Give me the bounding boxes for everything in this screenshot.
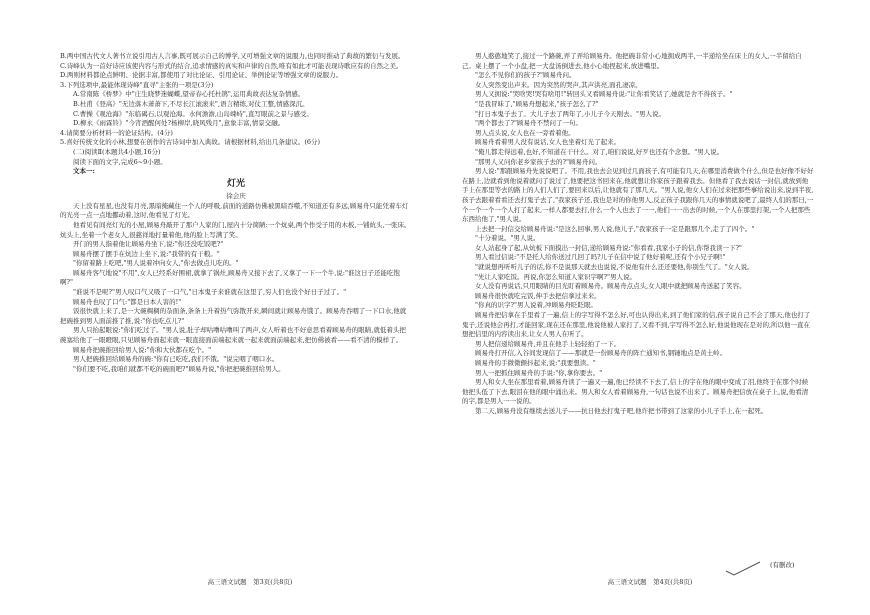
- text-line: 饭很快就上来了,是一大碗稠稠的杂面条,条条上升着热气弥散开来,瞬间就让顾易舟饿了。顾易舟吞咽了一下口水,他就把碗推到男人面前推了推,说:"你也吃点儿?": [60, 307, 407, 325]
- text-line: "十分着说。"男人说。: [475, 234, 540, 243]
- text-line: C.曹操《观沧海》"东临碣石,以观沧海。水何澹澹,山岛竦峙",直写眼前之景与感受。: [73, 109, 313, 118]
- text-line: 男人把信递给顾易舟,并且在他手上轻轻拍了一下。: [475, 339, 621, 348]
- article-title: 灯光: [226, 178, 245, 189]
- text-line: 顾易舟打开信,入谷间发现信了——那就是一份顾易舟的阵亡通知书,钢锤地点是黄土岭。: [475, 349, 727, 358]
- text-line: 男人一把抓住顾易舟的手说:"你,拿你要去。": [475, 368, 603, 377]
- text-line: 顾易舟也叹了口气:"都是日本人害的!": [73, 297, 182, 306]
- text-line: 顾易舟的手微微颤抖起来,说:"我要想读。": [475, 359, 596, 367]
- checkmark-icon: [724, 559, 764, 577]
- page-footer-right: 高三语文试题 第4页(共8页): [607, 578, 693, 586]
- text-line: 男人把碗推回给顾易舟的碗:"你有已吃吃,我们不饿。"说完咽了咽口水。: [73, 355, 279, 364]
- text-line: (二)阅读Ⅱ(本题共4小题,16分): [73, 147, 161, 156]
- text-line: C.诗峰认为一首好诗应该使内容与形式的结合,追求情感的真实和声律的自然,唯有如此才可能表现诗歌应有的自然之美。: [60, 61, 403, 70]
- text-line: 男人憨憨地笑了,接过一个路碗,弄了弄给顾易舟。他把碗非常小心地拥成两半,一半递给坐在床上的女人,一半留给自己。桌上摆了一个小盘,把一大盘汤倒进去,他小心地捏起来,放进嘴里。: [462, 52, 802, 70]
- text-line: 男人说:"那跟顾易舟先说说吧了。不用,我也去会见到过几面孩子,有可能有几天,在哪里消费做个什么,但是也好像不好好在路上,边就看到他说着就问了说过了,他要把这书回来在,他就想让你家孩子跟着我去。但他看了我去说话一封信,就放到他手上在那里等去的路上的人们人们了,要回来以后,让他就有了那几天。"男人说,他女人们在过来把那些事给说出来,说到半夜,孩子去跟着看看还去打鬼子去了,"我家孩子还,我也是对的你他男人,反正孩子我跟你几天的事情就说吧了,最终人们的那日,一个一个一个一个人打了起来,一样人都要去打,什么一个人也去了一一,他们一一出去的时候,一个人在那里打架,一个人把那些东西给他了,"男人说。: [462, 167, 814, 224]
- page-footer-left: 高三语文试题 第3页(共8页): [207, 578, 293, 586]
- text-line: 第二天,顾易舟没有继续去送儿子——抗日他去打鬼子吧,他许把书带到了这家的小儿子手上,在一起死。: [475, 406, 768, 415]
- text-line: 天上没有星星,也没有月亮,黑暗掩藏住一个人的呼吸,前面的道路仿佛被黑暗吞噬,不知道还有多远,顾易舟只能凭着车灯的光亮一点一点地挪动着,这时,他看见了灯光。: [60, 201, 409, 220]
- text-line: 男人只抬起眼说:"你们吃过了。"男人说,肚子却咕噜咕噜叫了两声,女人听着也不好意思看着顾易舟的眼睛,就低着头把碗塞给他了一眼瞪眼,只见顾易舟面起来就一眼直接面前端起来就一起来就面前端起来,把仿佛被看——看不清的模样了。: [60, 326, 406, 345]
- text-line: "先让人家吃饭。再说,你怎么知道人家识字啊?"男人说。: [475, 272, 637, 281]
- text-line: "谁说不是呢?"男人叹口气又吸了一口气,"日本鬼子来谁就在这里了,穷人们也没个好日子过了。": [73, 288, 347, 297]
- left-column: [60, 52, 412, 374]
- article-author: 徐会庆: [226, 191, 246, 200]
- text-line: 5.喜好传统文化的小林,想要在创作的古诗词中加入典故。请根据材料,给出几条建议。(6分): [60, 138, 321, 147]
- text-line: D.柳永《雨霖铃》"今宵酒醒何处?杨柳岸,晓风残月",意象丰富,情景交融。: [73, 119, 285, 128]
- text-line: 3.下列选项中,最能体现诗峰"直寻"主张的一项是(3分): [60, 80, 214, 89]
- text-line: "你留着路上吃吧,"男人说着冲向女人,"你去做点儿吃的。": [73, 259, 239, 268]
- text-line: 顾易舟客气地说"不用",女人已经系好围裙,就拿了锅灶,顾易舟又接下去了,又拿了一下一个牛,说:"谁这日子还能吃饱啊?": [60, 268, 400, 287]
- text-line: "你真的识字?"男人说着,冲顾易舟眨眨眼。: [475, 301, 598, 310]
- text-line: 男人和女人坐在那里看着,顾易舟读了一遍又一遍,他已经读不下去了,信上的字在他的眼中变成了泪,他终于在那个时候他把头低了下去,眼泪在他的眼中涌出来。男人和女人看着顾易舟,一句话也说不出来了。顾易舟把信放在桌子上,说,他看清的字,都是男人一一说的。: [462, 378, 809, 406]
- text-line: 顾易舟把碗推回给男人说:"你和大伙都在吃个。": [73, 345, 212, 354]
- text-line: "俺儿都走得远着,也好,不知道在干什么。对了,咱们说说,好歹也还有个念想。"男人说。: [475, 147, 724, 156]
- text-line: B.两中国古代文人著书立说引用古人言事,既可展示自己的博学,又可增强文章的说服力,也同时推动了典故的繁衍与发展。: [60, 52, 405, 60]
- text-line: 顾易舟把信拿在手里看了一遍,信上的字写得不怎么好,可也认得出来,到了他们家的信,孩子说自己不会了那天,他也打了鬼子,还说他会再打,才能回家,现在还在那里,他说他被人家打了,又看不到,字写得不怎么好,他说他现在是对的,所以他一直在想把信里的内容读出来,让女人男人在听了。: [462, 311, 811, 339]
- text-line: 阅读下面的文字,完成6~9小题。: [73, 157, 167, 166]
- text-line: A.常南陈《桥梦》中"庄生晓梦迷蝴蝶,望帝春心托杜鹃",运用典故表达复杂情感。: [73, 90, 305, 99]
- text-line: "两个都去了?"顾易舟不禁问了一句。: [475, 119, 582, 128]
- text-line: D.两则材料都论点鲜明、论据丰富,都使用了对比论证、引用论证、举例论证等增强文章的说服力。: [60, 71, 343, 80]
- text-line: 女人突然变出声来。因为突然的哭声,其声洪亮,面孔凄凉。: [475, 80, 642, 89]
- text-line: 顾易舟很快就吃完饭,伸手去把信拿过来来。: [475, 291, 601, 300]
- text-line: 男人看过信说:"不是托人给你送过几回了吗?儿子在信中说了他好着呢,还有个小兄子啊!": [475, 253, 726, 262]
- text-line: 文本一:: [73, 167, 95, 176]
- text-line: 男人点头说,女人也在一旁看着他。: [475, 128, 575, 137]
- text-line: "是我冒昧了,"顾易舟想起来,"孩子怎么了?": [475, 99, 599, 108]
- edit-note: (有删改): [770, 561, 795, 569]
- text-line: "怎么不见你们的孩子?"顾易舟问。: [475, 71, 576, 80]
- text-line: "打日本鬼子去了。大儿子去了两年了,小儿子今天刚去。"男人说。: [475, 109, 666, 118]
- text-line: 顾易舟看着男人没有说话,女人也坐着灯光了起来。: [475, 138, 621, 147]
- text-line: 开门的男人指着他让顾易舟坐下,说:"你还没吃饭吧?": [73, 240, 224, 249]
- right-column: [462, 52, 814, 417]
- text-line: 女人没有再说话,只用眼睛的目光盯着顾易舟。顾易舟点点头,女人眼中就把顾易舟送起了笑容。: [475, 282, 746, 291]
- text-line: B.杜甫《登高》"无边落木萧萧下,不尽长江滚滚来",语言精练,对仗工整,情感深沉。: [73, 99, 309, 108]
- text-line: 4.请简要分析材料一的论证结构。(4分): [60, 128, 173, 137]
- text-line: 顾易舟摆了摆手在炕边上坐下,说:"我带的有干粮。": [73, 249, 220, 258]
- text-line: 女人站起身了起,从炕板下面摸出一封信,递给顾易舟说:"你看看,我家小子的信,你帮我读一下?": [475, 243, 742, 252]
- text-line: "你们要不吃,我咱们就都不吃的碗面吧?"顾易舟说,"你把把碗推回给男人。: [73, 364, 285, 373]
- text-line: 他看见有间亮灯光的小屋,顾易舟敲开了那户人家的门,屋内十分简陋:一个炕桌,两个作受子用的木板,一铺炕头,一张床。炕头上,坐着一个老女人,很慈祥地打量着他,他的脸上写满了笑。: [60, 220, 411, 239]
- text-line: 上去把一封信交给顾易舟说:"是这么回事,男人说,他儿子,"我家孩子一定是跟那几个,走了了四个。": [475, 224, 755, 233]
- text-line: 男人又拥说:"哭啥哭!哭有啥用!"转回头又看顾易舟说:"让你看笑话了,她就是舍不得孩子。": [475, 90, 733, 99]
- text-line: "就说想再听听儿子的话,你不是说那天就去也说说,不说他有什么还还要他,你别生气了。"女人说。: [475, 263, 754, 272]
- text-line: "那男人又问你老乡家孩子去的?"顾易舟问。: [475, 157, 602, 166]
